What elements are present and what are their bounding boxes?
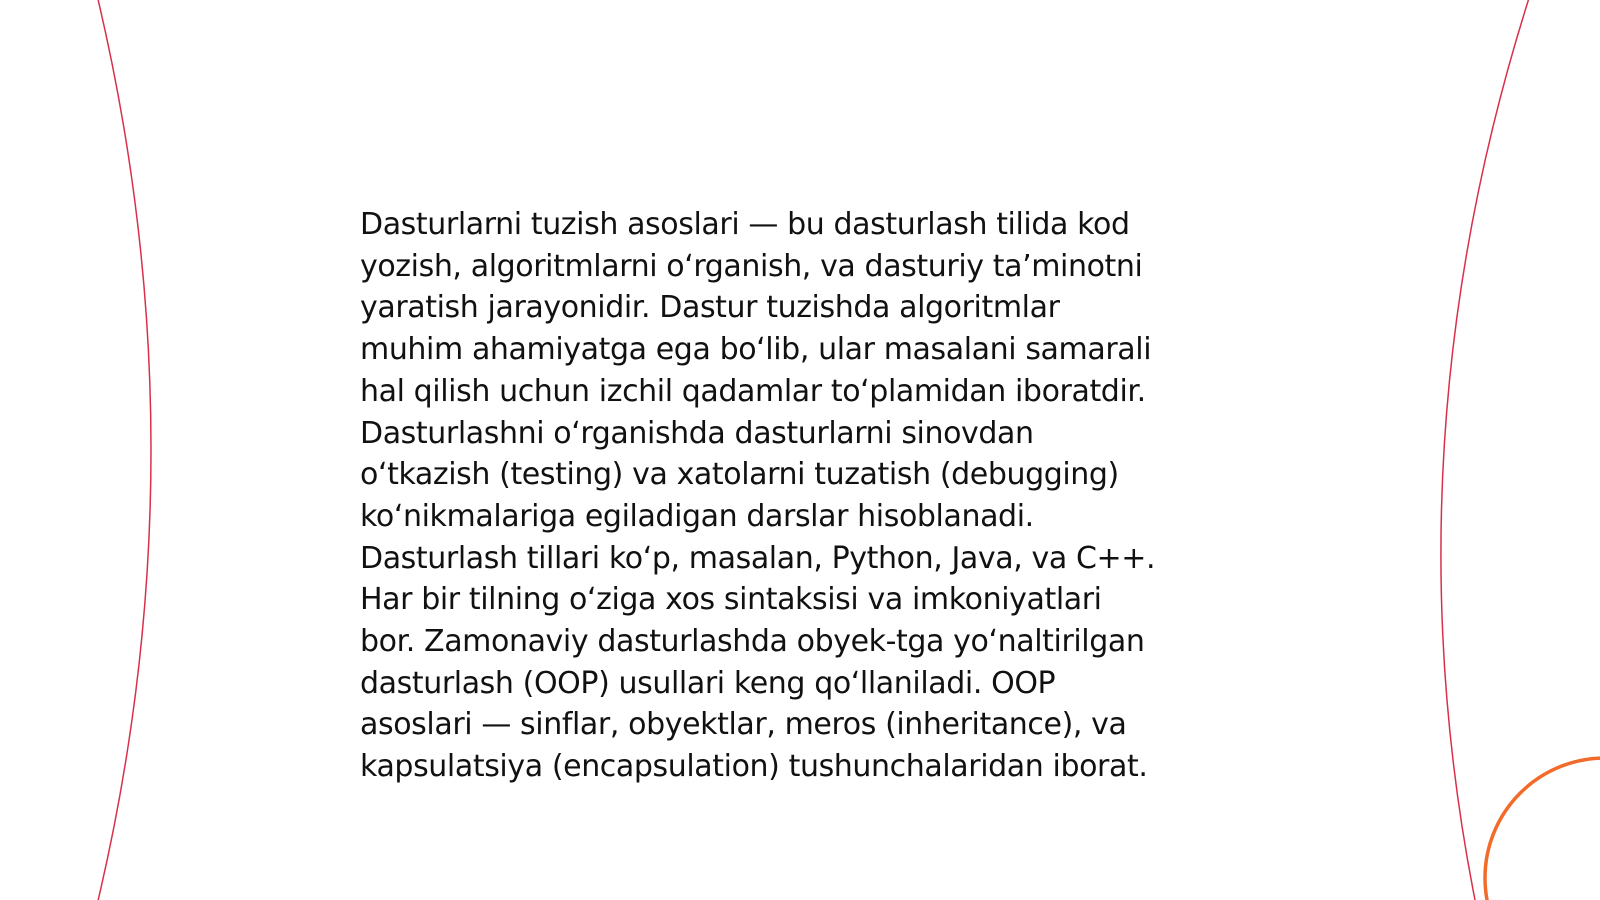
paragraph-line: kapsulatsiya (encapsulation) tushunchalaridan iborat. [360, 749, 1148, 785]
paragraph-line: dasturlash (OOP) usullari keng qoʻllaniladi. OOP [360, 665, 1056, 701]
paragraph-line: hal qilish uchun izchil qadamlar toʻplamidan iboratdir. [360, 373, 1146, 409]
paragraph-line: asoslari — sinflar, obyektlar, meros (inheritance), va [360, 707, 1127, 743]
paragraph-line: koʻnikmalariga egiladigan darslar hisoblanadi. [360, 498, 1034, 534]
paragraph-line: Dasturlash tillari koʻp, masalan, Python, Java, va C++. [360, 540, 1156, 576]
paragraph-line: Dasturlarni tuzish asoslari — bu dasturlash tilida kod [360, 207, 1130, 242]
paragraph-line: Har bir tilning oʻziga xos sintaksisi va imkoniyatlari [360, 582, 1102, 618]
paragraph-line: oʻtkazish (testing) va xatolarni tuzatish (debugging) [360, 457, 1119, 493]
paragraph-line: muhim ahamiyatga ega boʻlib, ular masalani samarali [360, 332, 1152, 368]
paragraph-line: bor. Zamonaviy dasturlashda obyek-tga yoʻnaltirilgan [360, 624, 1145, 660]
paragraph-line: yozish, algoritmlarni oʻrganish, va dasturiy taʼminotni [360, 248, 1143, 284]
paragraph-line: yaratish jarayonidir. Dastur tuzishda algoritmlar [360, 290, 1060, 326]
body-paragraph [360, 204, 1240, 788]
left-curve-line [97, 0, 151, 900]
right-curve-line [1441, 0, 1530, 900]
corner-circle-outline [1485, 758, 1600, 900]
paragraph-line: Dasturlashni oʻrganishda dasturlarni sinovdan [360, 415, 1034, 451]
